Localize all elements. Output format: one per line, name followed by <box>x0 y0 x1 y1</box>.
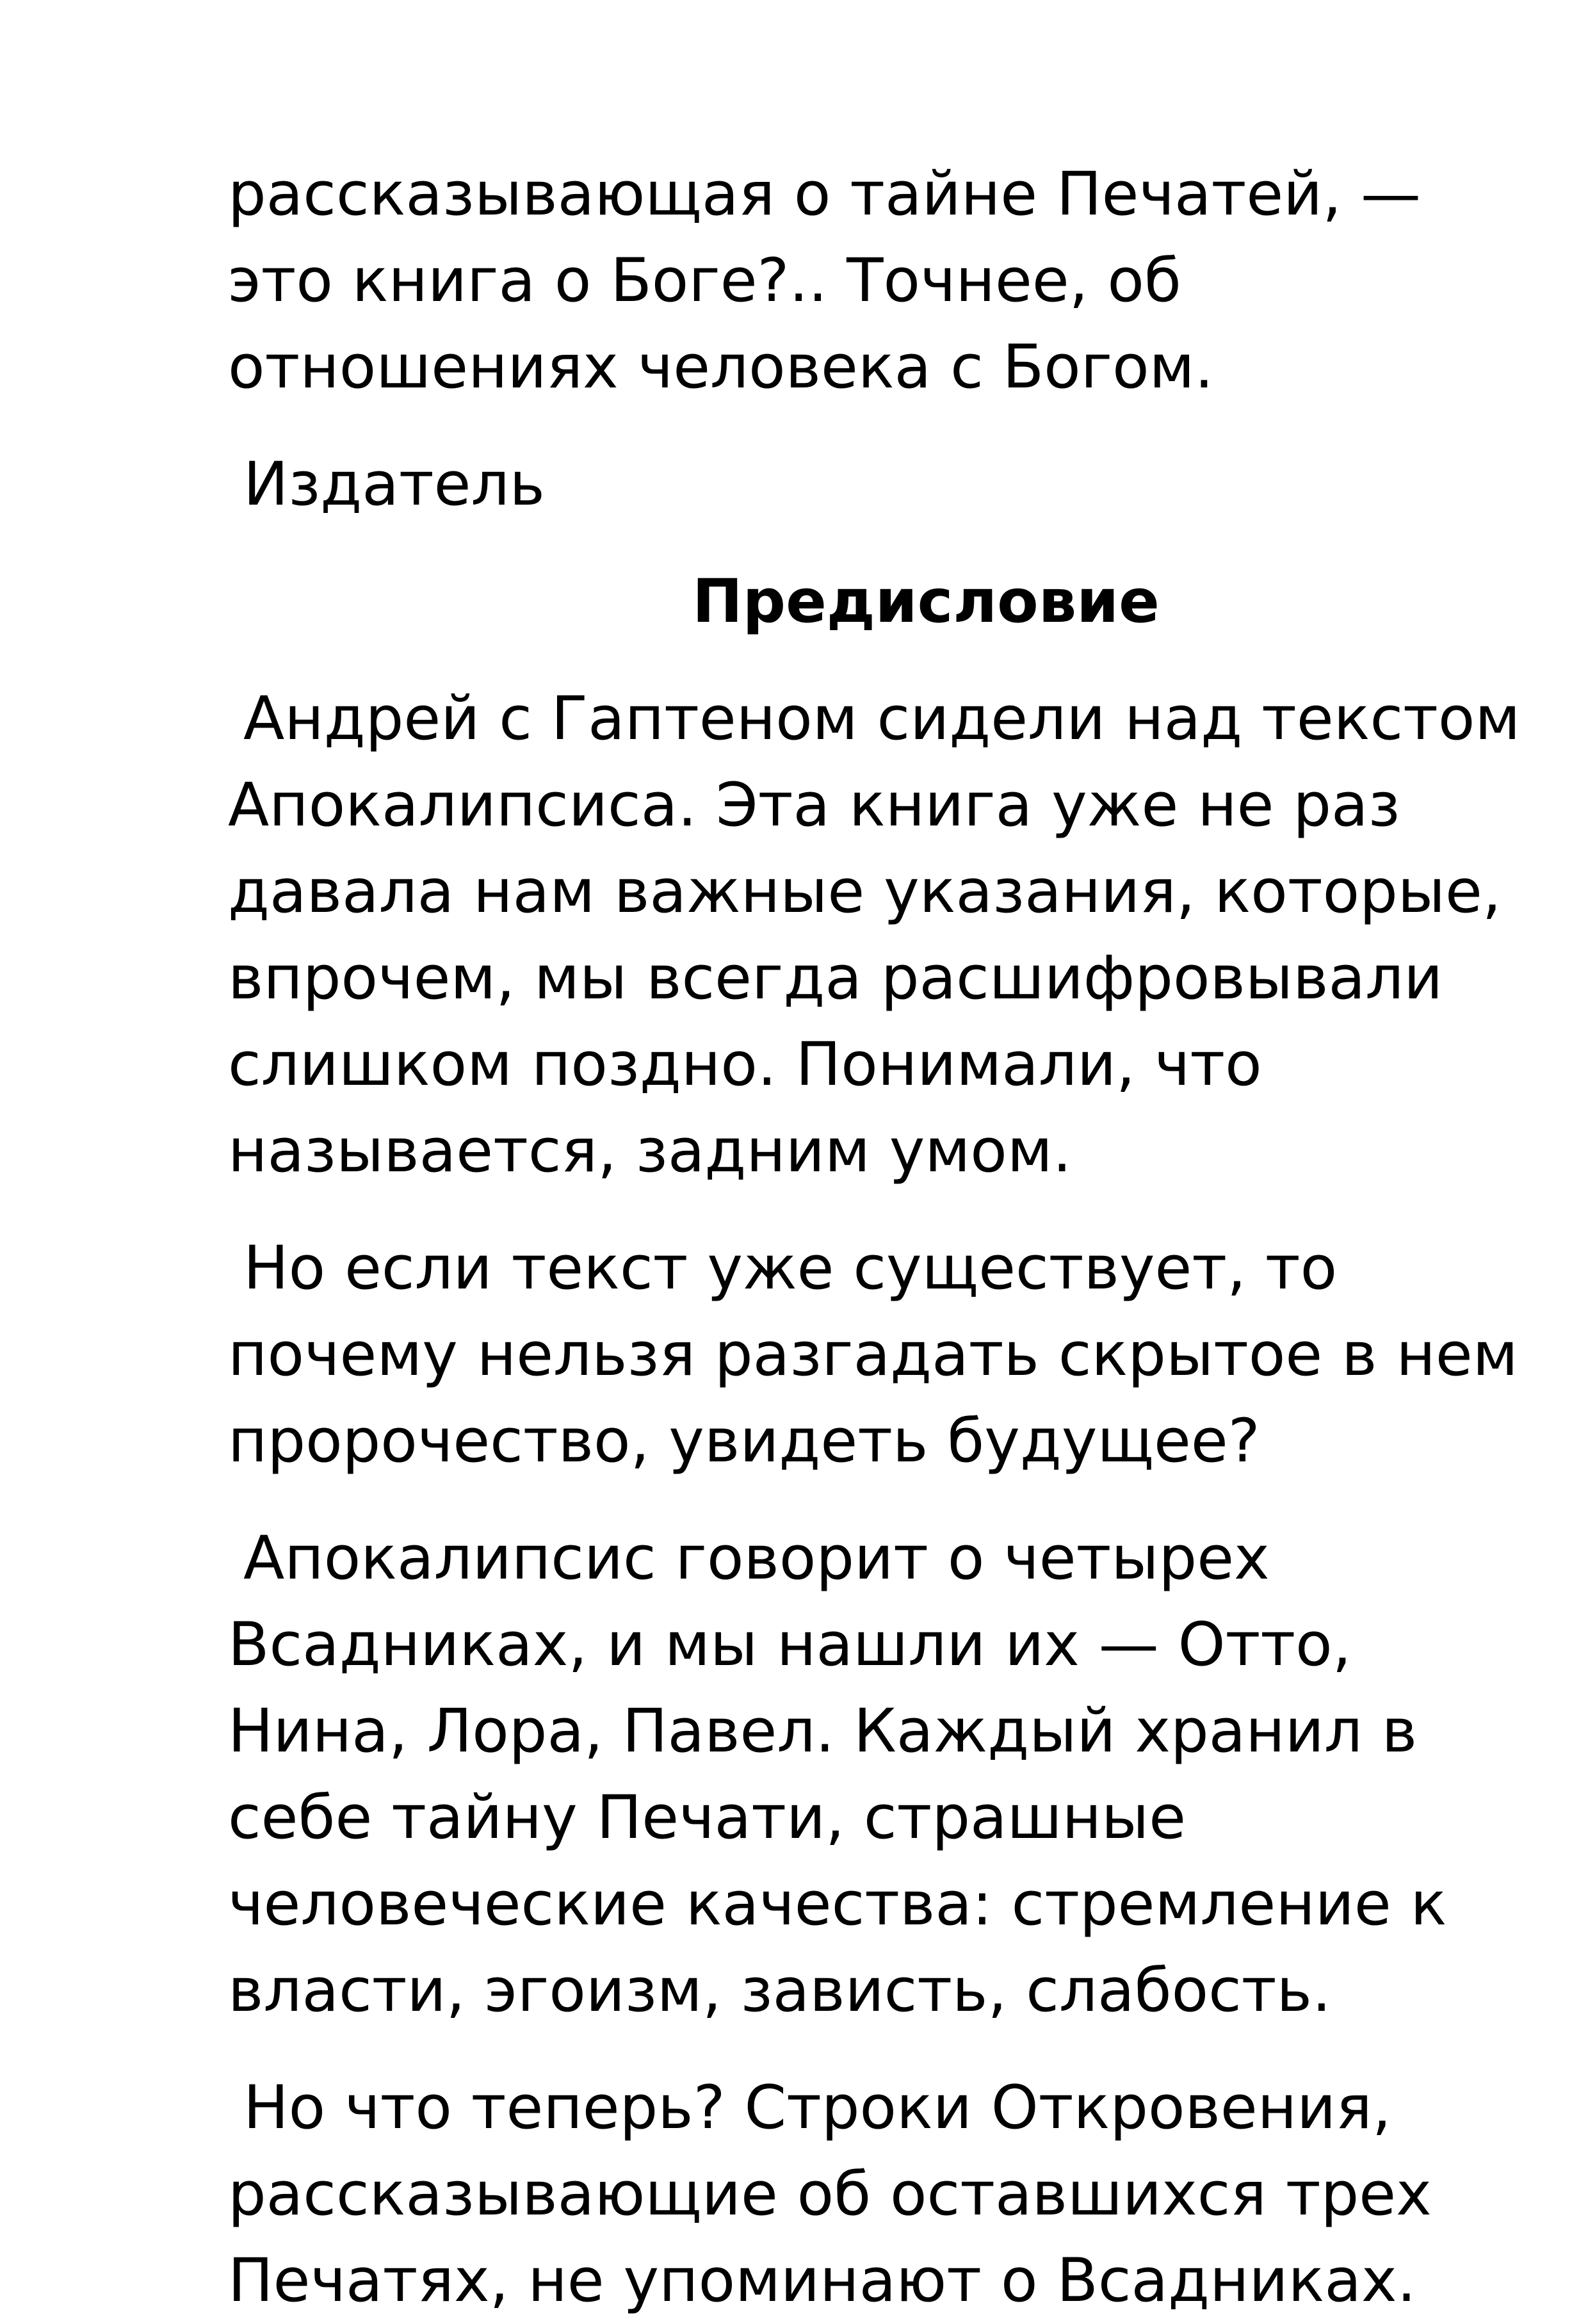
text-line: рассказывающие об оставшихся трех <box>228 2159 1432 2229</box>
text-line: Издатель <box>243 450 545 519</box>
text-line: власти, эгоизм, зависть, слабость. <box>228 1956 1331 2026</box>
paragraph <box>228 2065 1470 2324</box>
text-line: пророчество, увидеть будущее? <box>228 1406 1260 1476</box>
text-line: слишком поздно. Понимали, что <box>228 1030 1262 1100</box>
text-line: почему нельзя разгадать скрытое в нем <box>228 1320 1518 1390</box>
text-line: себе тайну Печати, страшные <box>228 1783 1187 1853</box>
text-line: Печатях, не упоминают о Всадниках. <box>228 2246 1416 2316</box>
text-line: Но если текст уже существует, то <box>243 1233 1338 1303</box>
text-line: давала нам важные указания, которые, <box>228 857 1502 927</box>
paragraph <box>228 1225 1518 1484</box>
paragraph-intro-ending <box>228 151 1470 410</box>
paragraph <box>228 676 1521 1194</box>
text-line: Апокалипсис говорит о четырех <box>243 1524 1270 1593</box>
text-line: называется, задним умом. <box>228 1116 1072 1186</box>
text-line: Всадниках, и мы нашли их — Отто, <box>228 1610 1352 1680</box>
text-line: отношениях человека с Богом. <box>228 332 1214 402</box>
document-page <box>228 151 1521 2324</box>
text-line: Андрей с Гаптеном сидели над текстом <box>243 684 1521 754</box>
section-heading: Предисловие <box>692 567 1160 637</box>
paragraph <box>228 1515 1470 2034</box>
text-line: впрочем, мы всегда расшифровывали <box>228 943 1443 1013</box>
text-line: Но что теперь? Строки Откровения, <box>243 2073 1391 2143</box>
text-line: это книга о Боге?.. Точнее, об <box>228 246 1181 316</box>
text-line: Апокалипсиса. Эта книга уже не раз <box>228 770 1400 840</box>
text-line: человеческие качества: стремление к <box>228 1869 1447 1939</box>
text-line: Нина, Лора, Павел. Каждый хранил в <box>228 1696 1418 1766</box>
text-line: рассказывающая о тайне Печатей, — <box>228 159 1422 229</box>
publisher-signature <box>228 441 1470 528</box>
